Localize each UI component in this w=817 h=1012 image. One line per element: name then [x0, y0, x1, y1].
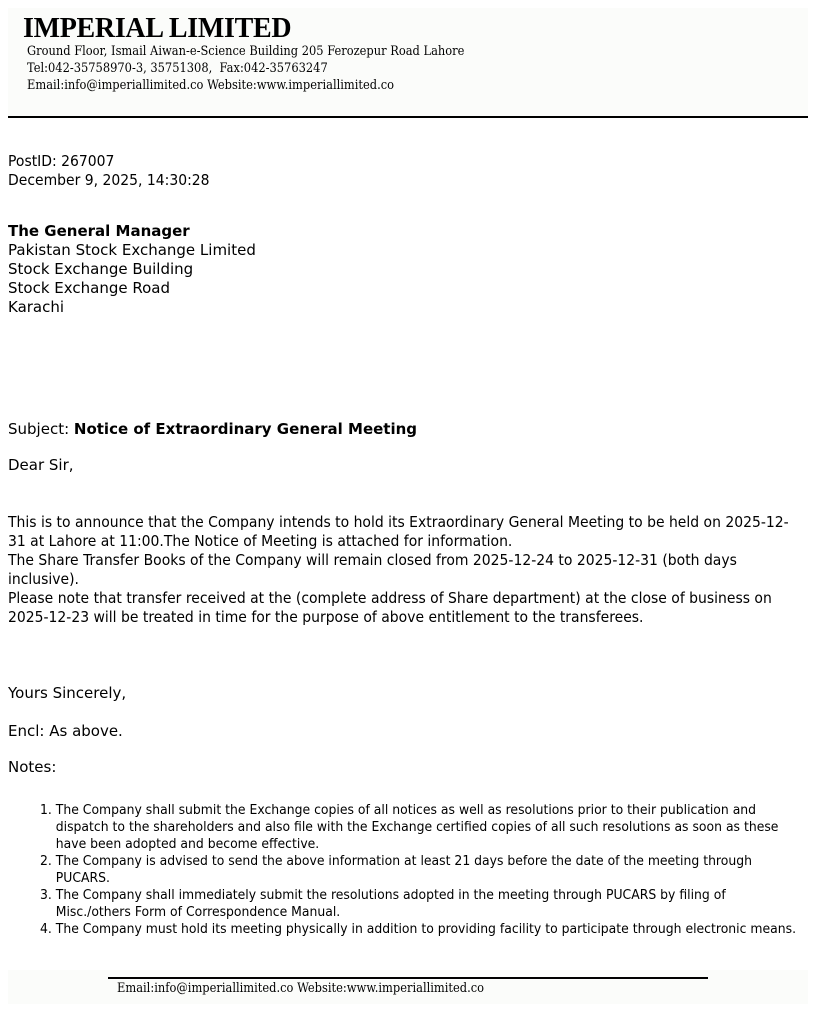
footer-divider [108, 977, 708, 979]
recipient-line: Stock Exchange Building [8, 260, 194, 278]
subject-line [8, 420, 417, 439]
company-email-website: Email:info@imperiallimited.co Website:www.imperiallimited.co [27, 78, 395, 93]
letter-body [8, 513, 799, 627]
subject-label: Subject: [8, 420, 74, 438]
note-item: 3. The Company shall immediately submit the resolutions adopted in the meeting through PUCARS by filing of Misc./others Form of Correspondence Manual. [56, 887, 801, 921]
body-paragraph: This is to announce that the Company intends to hold its Extraordinary General Meeting to be held on 2025-12-31 at Lahore at 11:00.The Notice of Meeting is attached for information. [8, 513, 789, 550]
recipient-title: The General Manager [8, 222, 190, 240]
enclosure: Encl: As above. [8, 722, 123, 740]
recipient-line: Pakistan Stock Exchange Limited [8, 241, 256, 259]
recipient-line: Karachi [8, 298, 65, 316]
company-phone-fax: Tel:042-35758970-3, 35751308, Fax:042-35763247 [27, 61, 328, 76]
post-id: PostID: 267007 [8, 152, 115, 170]
notes-list [8, 802, 801, 938]
note-item: 2. The Company is advised to send the above information at least 21 days before the date of the meeting through PUCARS. [56, 853, 801, 887]
body-paragraph: Please note that transfer received at the (complete address of Share department) at the close of business on 2025-12-23 will be treated in time for the purpose of above entitlement to the transferees. [8, 589, 772, 626]
note-item: 4. The Company must hold its meeting physically in addition to providing facility to participate through electronic means. [56, 921, 801, 938]
notes-label: Notes: [8, 758, 57, 776]
note-item: 1. The Company shall submit the Exchange copies of all notices as well as resolutions prior to their publication and dispatch to the shareholders and also file with the Exchange certified copies of all such resolutions as soon as these have been adopted and become effective. [56, 802, 801, 853]
company-address: Ground Floor, Ismail Aiwan-e-Science Building 205 Ferozepur Road Lahore [27, 44, 465, 59]
company-name: IMPERIAL LIMITED [23, 13, 292, 44]
recipient-line: Stock Exchange Road [8, 279, 170, 297]
salutation: Dear Sir, [8, 456, 74, 474]
letterhead [8, 8, 808, 118]
post-meta [8, 152, 210, 190]
footer [8, 970, 808, 1004]
subject-text: Notice of Extraordinary General Meeting [73, 420, 418, 438]
post-datetime: December 9, 2025, 14:30:28 [8, 171, 210, 189]
recipient-address [8, 222, 256, 317]
sign-off: Yours Sincerely, [8, 684, 127, 702]
footer-email-website: Email:info@imperiallimited.co Website:www.imperiallimited.co [117, 981, 485, 996]
body-paragraph: The Share Transfer Books of the Company will remain closed from 2025-12-24 to 2025-12-31 (both days inclusive). [8, 551, 737, 588]
